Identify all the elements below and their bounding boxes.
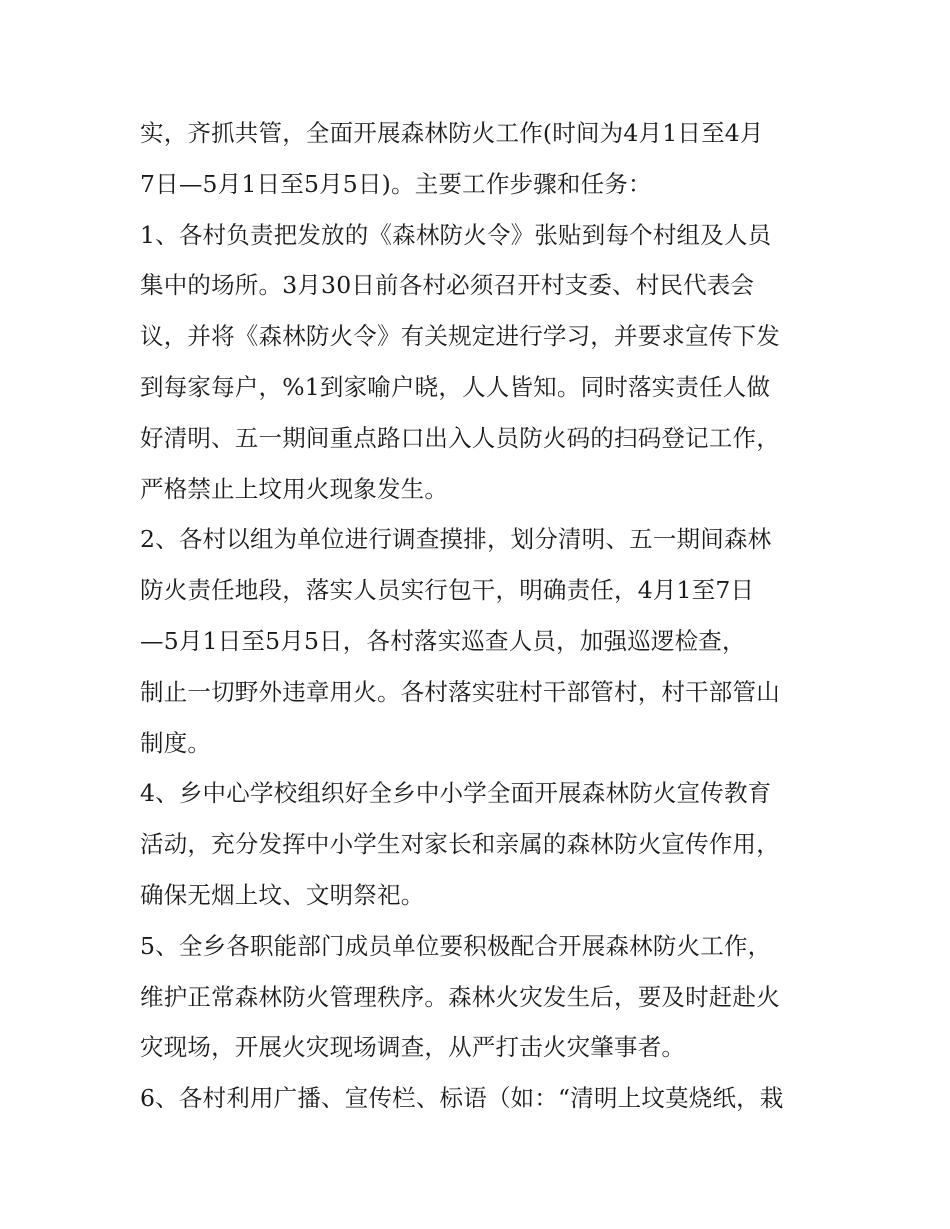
text-line-14: 4、乡中心学校组织好全乡中小学全面开展森林防火宣传教育	[140, 779, 772, 808]
text-line-7: 好清明、五一期间重点路口出入人员防火码的扫码登记工作，	[140, 423, 780, 452]
text-line-1: 实，齐抓共管，全面开展森林防火工作(时间为4月1日至4月	[140, 119, 764, 147]
text-line-4: 集中的场所。3月30日前各村必须召开村支委、村民代表会	[140, 271, 755, 300]
text-line-12: 制止一切野外违章用火。各村落实驻村干部管村，村干部管山	[140, 677, 780, 706]
text-line-17: 5、全乡各职能部门成员单位要积极配合开展森林防火工作，	[140, 931, 772, 960]
text-line-16: 确保无烟上坟、文明祭祀。	[140, 880, 425, 909]
text-line-3: 1、各村负责把发放的《森林防火令》张贴到每个村组及人员	[140, 220, 772, 249]
text-line-20: 6、各村利用广播、宣传栏、标语（如：“清明上坟莫烧纸，栽	[140, 1084, 784, 1113]
text-line-10: 防火责任地段，落实人员实行包干，明确责任，4月1至7日	[140, 576, 755, 605]
text-line-8: 严格禁止上坟用火现象发生。	[140, 474, 449, 503]
text-line-15: 活动，充分发挥中小学生对家长和亲属的森林防火宣传作用，	[140, 830, 780, 859]
text-line-5: 议，并将《森林防火令》有关规定进行学习，并要求宣传下发	[140, 322, 780, 351]
document-body	[140, 108, 840, 1124]
text-line-9: 2、各村以组为单位进行调查摸排，划分清明、五一期间森林	[140, 525, 772, 554]
text-line-19: 灾现场，开展火灾现场调查，从严打击火灾肇事者。	[140, 1033, 686, 1062]
text-line-2: 7日—5月1日至5月5日)。主要工作步骤和任务：	[140, 169, 652, 198]
text-line-18: 维护正常森林防火管理秩序。森林火灾发生后，要及时赶赴火	[140, 982, 780, 1011]
text-line-6: 到每家每户，%1到家喻户晓，人人皆知。同时落实责任人做	[140, 372, 771, 401]
text-line-13: 制度。	[140, 728, 212, 757]
text-line-11: —5月1日至5月5日，各村落实巡查人员，加强巡逻检查，	[140, 626, 746, 655]
